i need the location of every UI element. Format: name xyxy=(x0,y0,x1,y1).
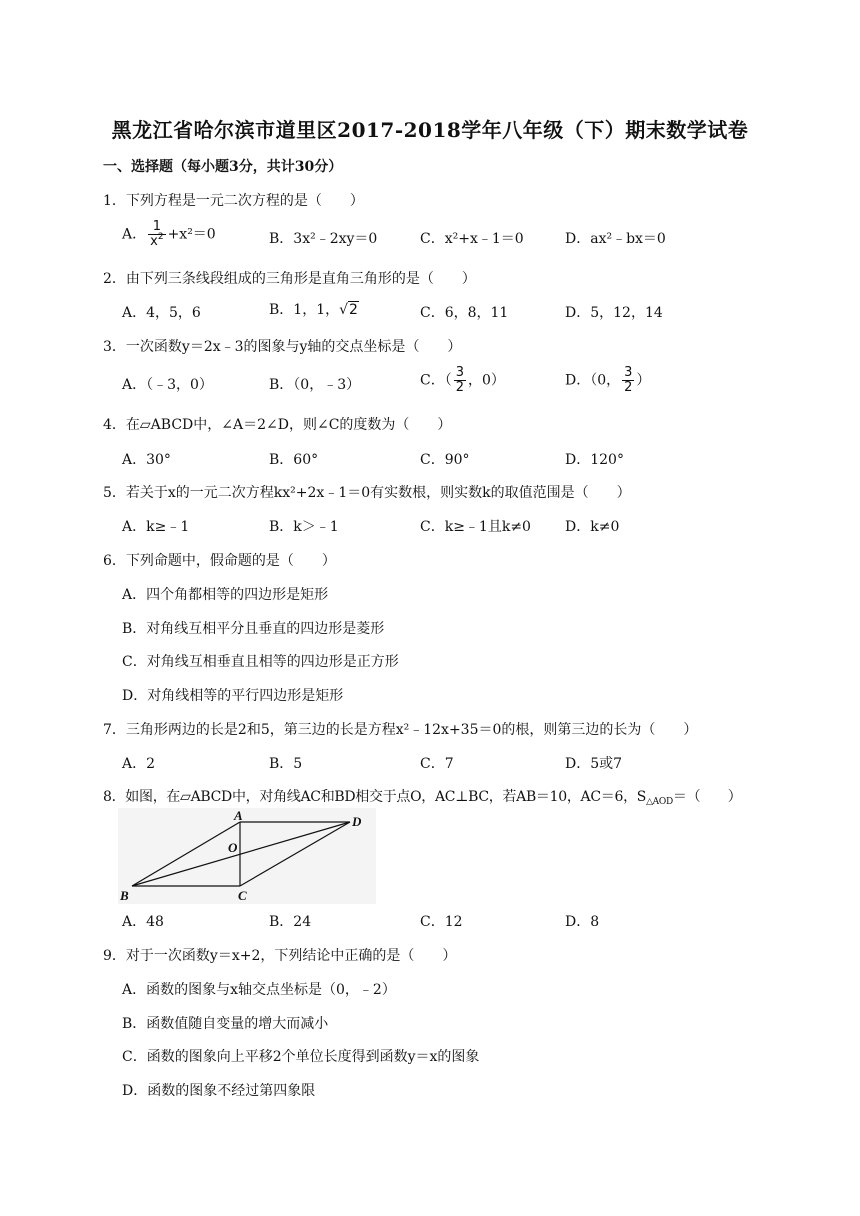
answer-paren: （ ） xyxy=(574,485,631,501)
vertex-label-c: C xyxy=(238,888,247,903)
option-b: B．5 xyxy=(269,756,303,772)
section-heading: 一、选择题（每小题3分，共计30分） xyxy=(103,159,343,175)
option-a: A．30° xyxy=(122,452,171,468)
answer-paren: （ ） xyxy=(307,193,364,209)
question-8 xyxy=(103,786,741,806)
option-c: C．对角线互相垂直且相等的四边形是正方形 xyxy=(122,654,399,670)
answer-paren: （ ） xyxy=(419,271,476,287)
option-label: B．1，1， xyxy=(269,302,340,318)
question-2-stem: 2．由下列三条线段组成的三角形是直角三角形的是 xyxy=(103,271,420,287)
option-d: D．ax²﹣bx＝0 xyxy=(565,231,666,247)
option-a: A．四个角都相等的四边形是矩形 xyxy=(122,587,329,603)
option-b: B．对角线互相平分且垂直的四边形是菱形 xyxy=(122,621,385,637)
question-7-stem: 7．三角形两边的长是2和5，第三边的长是方程x²﹣12x+35＝0的根，则第三边的长为 xyxy=(103,722,642,738)
option-d xyxy=(565,366,650,395)
question-7 xyxy=(103,719,697,739)
answer-paren: （ ） xyxy=(279,553,336,569)
question-1-stem: 1．下列方程是一元二次方程的是 xyxy=(103,193,308,209)
option-d: D．120° xyxy=(565,452,624,468)
area-subscript: △AOD xyxy=(646,797,673,807)
option-d: D．对角线相等的平行四边形是矩形 xyxy=(122,688,344,704)
fraction xyxy=(454,366,466,395)
fraction-denominator: 2 xyxy=(455,380,464,395)
parallelogram-figure xyxy=(118,808,376,904)
radicand: 2 xyxy=(349,302,358,318)
option-a-tail: +x²＝0 xyxy=(167,226,216,243)
question-1 xyxy=(103,190,364,210)
option-c: C．函数的图象向上平移2个单位长度得到函数y＝x的图象 xyxy=(122,1049,480,1065)
question-4-options xyxy=(122,449,722,469)
option-a: A．函数的图象与x轴交点坐标是（0，﹣2） xyxy=(122,982,396,998)
option-d: D．函数的图象不经过第四象限 xyxy=(122,1083,316,1099)
option-b: B．24 xyxy=(269,914,312,930)
option-label: A． xyxy=(122,226,147,243)
answer-paren: （ ） xyxy=(405,339,462,355)
option-d: D．5或7 xyxy=(565,756,623,772)
option-c: C．90° xyxy=(420,452,470,468)
question-4-stem: 4．在▱ABCD中，∠A＝2∠D，则∠C的度数为 xyxy=(103,417,396,433)
vertex-label-b: B xyxy=(120,888,129,903)
question-8-options xyxy=(122,911,722,931)
option-d: D．k≠0 xyxy=(565,519,620,535)
option-c: C．6，8，11 xyxy=(420,305,509,321)
answer-paren: （ ） xyxy=(686,789,742,805)
option-b: B．（0，﹣3） xyxy=(269,377,361,393)
point-label-o: O xyxy=(228,840,238,855)
option-c: C．7 xyxy=(420,756,454,772)
denominator-exponent: 2 xyxy=(157,232,164,242)
question-5 xyxy=(103,482,631,502)
question-9-stem: 9．对于一次函数y＝x+2，下列结论中正确的是 xyxy=(103,948,401,964)
question-8-stem-tail: ＝ xyxy=(672,789,687,805)
option-b: B．函数值随自变量的增大而减小 xyxy=(122,1016,329,1032)
question-8-stem: 8．如图，在▱ABCD中，对角线AC和BD相交于点O，AC⊥BC，若AB＝10，AC＝6，S xyxy=(103,789,647,805)
fraction-numerator: 3 xyxy=(624,365,633,380)
option-b: B．3x²﹣2xy＝0 xyxy=(269,231,378,247)
question-6 xyxy=(103,550,336,570)
option-label: C．（ xyxy=(420,372,452,389)
option-a: A．k≥﹣1 xyxy=(122,519,190,535)
fraction xyxy=(148,220,165,249)
answer-paren: （ ） xyxy=(641,722,698,738)
option-c: C．k≥﹣1且k≠0 xyxy=(420,519,531,535)
option-a: A．（﹣3，0） xyxy=(122,377,213,393)
option-c: C．x²+x﹣1＝0 xyxy=(420,231,524,247)
option-c: C．12 xyxy=(420,914,463,930)
question-1-options xyxy=(122,219,722,249)
question-4 xyxy=(103,414,451,434)
option-d: D．5，12，14 xyxy=(565,305,663,321)
vertex-label-a: A xyxy=(234,808,243,823)
option-b: B．k＞﹣1 xyxy=(269,519,339,535)
fraction-numerator: 1 xyxy=(148,220,165,235)
question-3-options xyxy=(122,365,722,395)
option-c-tail: ，0） xyxy=(468,372,505,389)
answer-paren: （ ） xyxy=(400,948,457,964)
option-d: D．8 xyxy=(565,914,600,930)
fraction-denominator: 2 xyxy=(624,380,633,395)
fraction-denominator xyxy=(148,232,165,249)
denominator-base: x xyxy=(150,234,158,249)
option-b: B．60° xyxy=(269,452,319,468)
option-a: A．4，5，6 xyxy=(122,305,201,321)
question-3-stem: 3．一次函数y＝2x﹣3的图象与y轴的交点坐标是 xyxy=(103,339,406,355)
sqrt-symbol: √2 xyxy=(339,302,358,318)
option-label: D．（0， xyxy=(565,372,621,389)
page-title: 黑龙江省哈尔滨市道里区2017-2018学年八年级（下）期末数学试卷 xyxy=(111,118,749,142)
answer-paren: （ ） xyxy=(395,417,452,433)
option-d-tail: ） xyxy=(636,372,651,389)
question-2-options xyxy=(122,302,722,322)
vertex-label-d: D xyxy=(352,814,362,829)
question-6-stem: 6．下列命题中，假命题的是 xyxy=(103,553,280,569)
fraction-numerator: 3 xyxy=(455,365,464,380)
option-a: A．2 xyxy=(122,756,156,772)
parallelogram-diagram xyxy=(118,808,376,904)
question-5-stem: 5．若关于x的一元二次方程kx²+2x﹣1＝0有实数根，则实数k的取值范围是 xyxy=(103,485,575,501)
option-c xyxy=(420,366,505,395)
question-2 xyxy=(103,268,476,288)
question-3 xyxy=(103,336,461,356)
option-a xyxy=(122,220,216,249)
question-7-options xyxy=(122,753,722,773)
question-9 xyxy=(103,945,456,965)
option-a: A．48 xyxy=(122,914,164,930)
option-b xyxy=(269,299,359,319)
fraction xyxy=(622,366,634,395)
question-5-options xyxy=(122,516,722,536)
